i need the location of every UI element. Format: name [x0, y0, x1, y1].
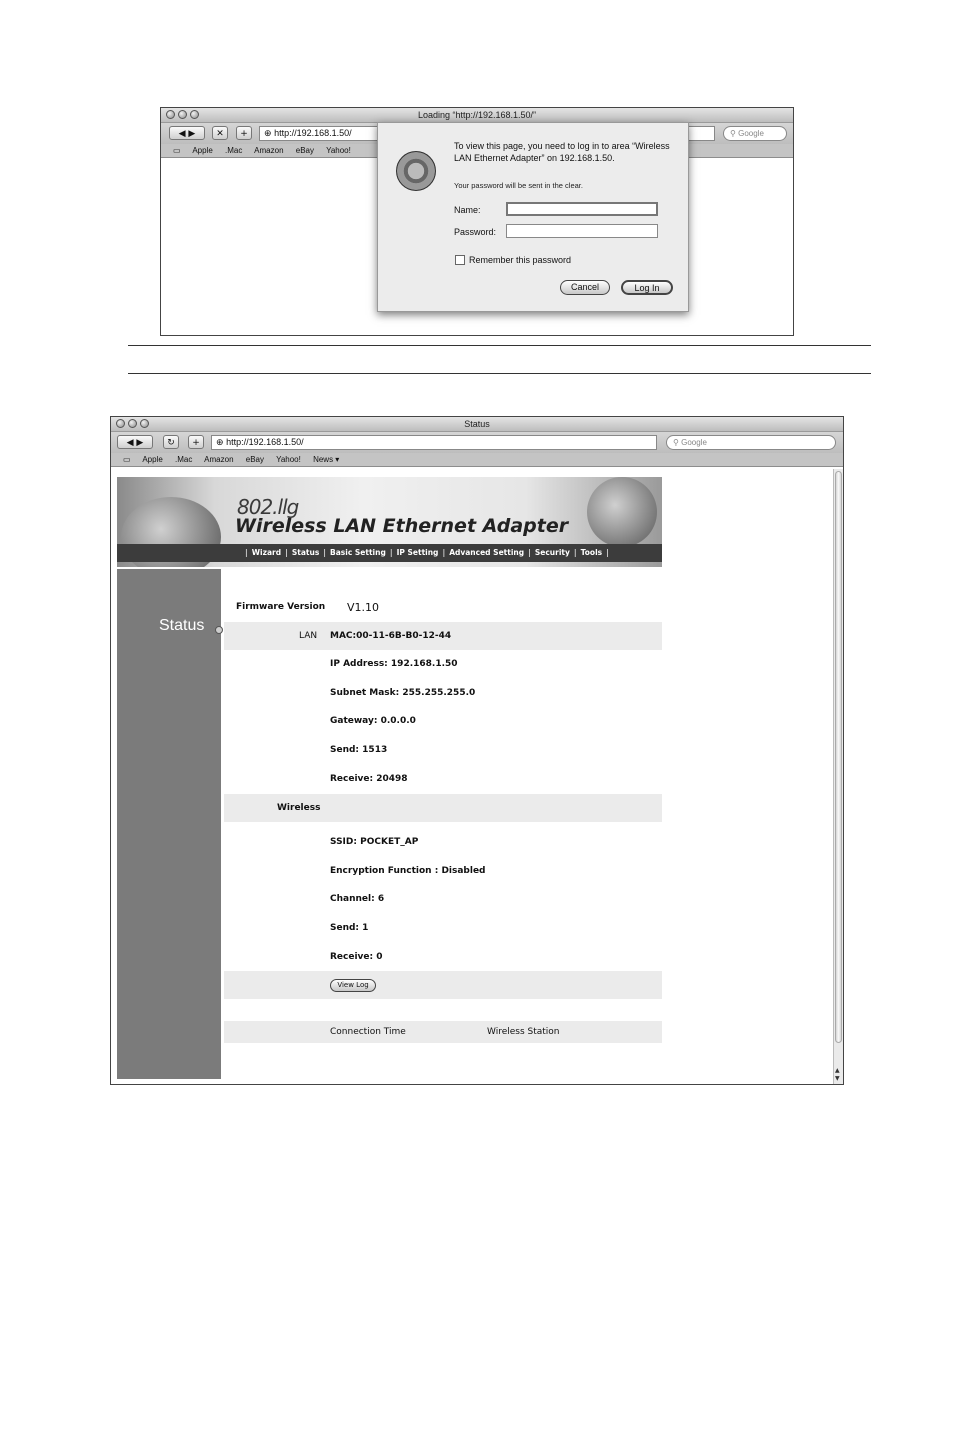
page-scrollbar[interactable]: [833, 469, 843, 1084]
globe-icon: ⊕: [264, 128, 272, 138]
search-field[interactable]: [723, 126, 787, 141]
bookmark-apple[interactable]: Apple: [192, 146, 213, 155]
window-controls: [166, 110, 199, 119]
password-clear-notice: Your password will be sent in the clear.: [454, 181, 583, 190]
separator-line-top: [128, 345, 871, 346]
header-wireless-station: Wireless Station: [487, 1027, 560, 1037]
side-panel-bullet-icon: [215, 626, 223, 634]
nav-wizard[interactable]: Wizard: [251, 548, 282, 557]
wireless-label: Wireless: [277, 803, 321, 813]
status-magnifier-icon: ⚲: [673, 438, 679, 447]
separator-line-bottom: [128, 373, 871, 374]
nav-security[interactable]: Security: [534, 548, 570, 557]
view-log-row: [224, 971, 662, 999]
banner-product-name: Wireless LAN Ethernet Adapter: [235, 515, 569, 537]
status-bookmark-mac[interactable]: .Mac: [175, 455, 193, 464]
header-connection-time: Connection Time: [330, 1027, 406, 1037]
plus-icon: +: [240, 129, 248, 139]
bookmark-mac[interactable]: .Mac: [225, 146, 243, 155]
remember-password-label: Remember this password: [469, 255, 572, 265]
magnifier-icon: ⚲: [730, 129, 736, 138]
login-window-title: Loading “http://192.168.1.50/”: [417, 110, 537, 120]
lan-send: Send: 1513: [330, 745, 388, 755]
forward-arrow-icon: ▶: [185, 129, 196, 139]
view-log-button[interactable]: View Log: [330, 979, 376, 992]
side-panel-title: Status: [159, 617, 205, 634]
name-label: Name:: [454, 205, 481, 215]
nav-status[interactable]: Status: [291, 548, 320, 557]
status-bookmark-amazon[interactable]: Amazon: [204, 455, 234, 464]
status-bookmark-ebay[interactable]: eBay: [245, 455, 264, 464]
lan-label: LAN: [299, 631, 318, 641]
wireless-ssid: SSID: POCKET_AP: [330, 837, 419, 847]
status-toolbar: [111, 432, 843, 453]
banner-person-image-right: [587, 477, 657, 547]
bookmark-yahoo[interactable]: Yahoo!: [326, 146, 351, 155]
nav-advanced-setting[interactable]: Advanced Setting: [449, 548, 525, 557]
scroll-down-arrow-icon[interactable]: ▼: [835, 1075, 840, 1082]
main-nav-bar: [117, 544, 662, 562]
back-forward-button[interactable]: [169, 126, 205, 140]
status-close-window-button[interactable]: [116, 419, 125, 428]
add-bookmark-button[interactable]: [236, 126, 252, 140]
connection-table-header: [224, 1021, 662, 1043]
status-bookmarks-book-icon[interactable]: ▭: [123, 455, 131, 464]
name-field[interactable]: [506, 202, 658, 216]
stop-button[interactable]: [212, 126, 228, 140]
minimize-window-button[interactable]: [178, 110, 187, 119]
remember-password-checkbox[interactable]: [455, 255, 465, 265]
status-minimize-window-button[interactable]: [128, 419, 137, 428]
login-sheet-dialog: [377, 122, 689, 312]
wireless-send: Send: 1: [330, 923, 369, 933]
scrollbar-thumb[interactable]: [835, 471, 842, 1043]
scroll-up-arrow-icon[interactable]: ▲: [835, 1067, 840, 1074]
cancel-button[interactable]: Cancel: [560, 280, 610, 295]
nav-links: | Wizard | Status | Basic Setting | IP Setting | Advanced Setting | Security | Tools |: [245, 548, 609, 557]
banner-model: 802.llg: [237, 495, 299, 519]
lan-gateway: Gateway: 0.0.0.0: [330, 716, 416, 726]
status-browser-window: [110, 416, 844, 1085]
status-zoom-window-button[interactable]: [140, 419, 149, 428]
login-browser-window: [160, 107, 794, 336]
status-side-panel: [117, 569, 221, 1079]
login-message: To view this page, you need to log in to area “Wireless LAN Ethernet Adapter” on 192.168.1.50.: [454, 141, 670, 163]
status-bookmark-yahoo[interactable]: Yahoo!: [276, 455, 301, 464]
status-add-bookmark-button[interactable]: [188, 435, 204, 449]
back-arrow-icon: ◀: [178, 129, 186, 139]
status-bookmark-apple[interactable]: Apple: [142, 455, 163, 464]
status-address-url: http://192.168.1.50/: [226, 437, 304, 447]
address-url: http://192.168.1.50/: [274, 128, 352, 138]
close-window-button[interactable]: [166, 110, 175, 119]
bookmark-amazon[interactable]: Amazon: [254, 146, 284, 155]
login-window-titlebar: [161, 108, 793, 123]
status-plus-icon: +: [192, 438, 200, 448]
status-search-placeholder: Google: [681, 438, 707, 447]
password-field[interactable]: [506, 224, 658, 238]
wireless-encryption: Encryption Function : Disabled: [330, 866, 486, 876]
reload-icon: ↻: [167, 438, 175, 448]
wireless-channel: Channel: 6: [330, 894, 385, 904]
lan-subnet: Subnet Mask: 255.255.255.0: [330, 688, 476, 698]
password-label: Password:: [454, 227, 497, 237]
reload-button[interactable]: [163, 435, 179, 449]
wireless-receive: Receive: 0: [330, 952, 383, 962]
lan-receive: Receive: 20498: [330, 774, 408, 784]
search-placeholder: Google: [738, 129, 764, 138]
stop-x-icon: ✕: [216, 129, 224, 139]
status-window-controls: [116, 419, 149, 428]
log-in-button[interactable]: Log In: [621, 280, 673, 295]
status-search-field[interactable]: [666, 435, 836, 450]
nav-ip-setting[interactable]: IP Setting: [396, 548, 439, 557]
nav-tools[interactable]: Tools: [580, 548, 603, 557]
firmware-label: Firmware Version: [236, 602, 326, 612]
status-address-bar[interactable]: [211, 435, 657, 450]
firmware-value: V1.10: [347, 601, 380, 614]
status-forward-arrow-icon: ▶: [133, 438, 144, 448]
status-bookmarks-bar: [111, 453, 843, 467]
status-globe-icon: ⊕: [216, 437, 224, 447]
lan-ip: IP Address: 192.168.1.50: [330, 659, 458, 669]
bookmarks-book-icon[interactable]: ▭: [173, 146, 181, 155]
status-window-titlebar: [111, 417, 843, 432]
zoom-window-button[interactable]: [190, 110, 199, 119]
status-back-forward-button[interactable]: [117, 435, 153, 449]
nav-basic-setting[interactable]: Basic Setting: [330, 548, 386, 557]
bookmark-ebay[interactable]: eBay: [295, 146, 314, 155]
status-bookmark-news[interactable]: News ▾: [313, 455, 340, 464]
safari-compass-icon: [396, 151, 436, 191]
status-window-title: Status: [464, 419, 490, 429]
status-back-arrow-icon: ◀: [126, 438, 134, 448]
lan-mac: MAC:00-11-6B-B0-12-44: [330, 631, 452, 641]
